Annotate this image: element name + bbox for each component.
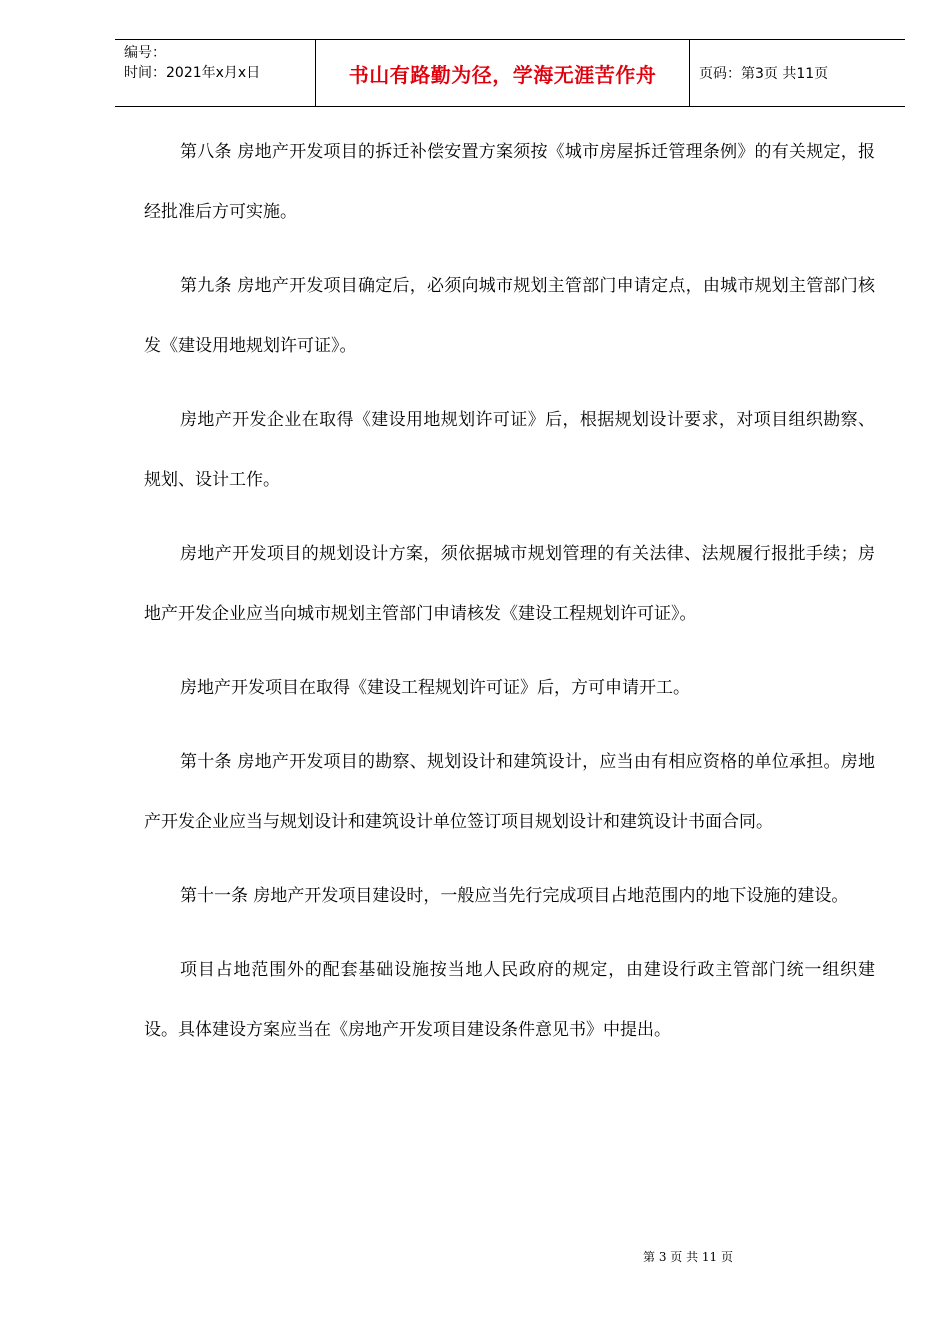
footer-page-number: 第 3 页 共 11 页 [643,1250,733,1264]
paragraph: 房地产开发项目在取得《建设工程规划许可证》后，方可申请开工。 [180,678,690,698]
document-number-label: 编号： [124,45,166,61]
paragraph: 第十一条 房地产开发项目建设时，一般应当先行完成项目占地范围内的地下设施的建设。 [180,886,849,906]
header-page-cell [690,40,905,106]
document-body [144,122,875,1074]
paragraph: 项目占地范围外的配套基础设施按当地人民政府的规定，由建设行政主管部门统一组织建设。具体建设方案应当在《房地产开发项目建设条件意见书》中提出。 [144,960,875,1040]
header-motto-cell [316,40,690,106]
header-motto: 书山有路勤为径，学海无涯苦作舟 [348,62,657,87]
paragraph: 第八条 房地产开发项目的拆迁补偿安置方案须按《城市房屋拆迁管理条例》的有关规定，报经批准后方可实施。 [144,142,875,222]
page-header [115,39,905,107]
header-meta-cell [115,40,316,106]
paragraph: 房地产开发企业在取得《建设用地规划许可证》后，根据规划设计要求，对项目组织勘察、规划、设计工作。 [144,410,875,490]
document-time-label: 时间：2021年x月x日 [124,65,261,81]
paragraph: 房地产开发项目的规划设计方案，须依据城市规划管理的有关法律、法规履行报批手续；房地产开发企业应当向城市规划主管部门申请核发《建设工程规划许可证》。 [144,544,875,624]
paragraph: 第九条 房地产开发项目确定后，必须向城市规划主管部门申请定点，由城市规划主管部门核发《建设用地规划许可证》。 [144,276,875,356]
page-footer [0,1248,950,1265]
paragraph: 第十条 房地产开发项目的勘察、规划设计和建筑设计，应当由有相应资格的单位承担。房地产开发企业应当与规划设计和建筑设计单位签订项目规划设计和建筑设计书面合同。 [144,752,875,832]
header-page-info: 页码：第3页 共11页 [699,66,829,82]
